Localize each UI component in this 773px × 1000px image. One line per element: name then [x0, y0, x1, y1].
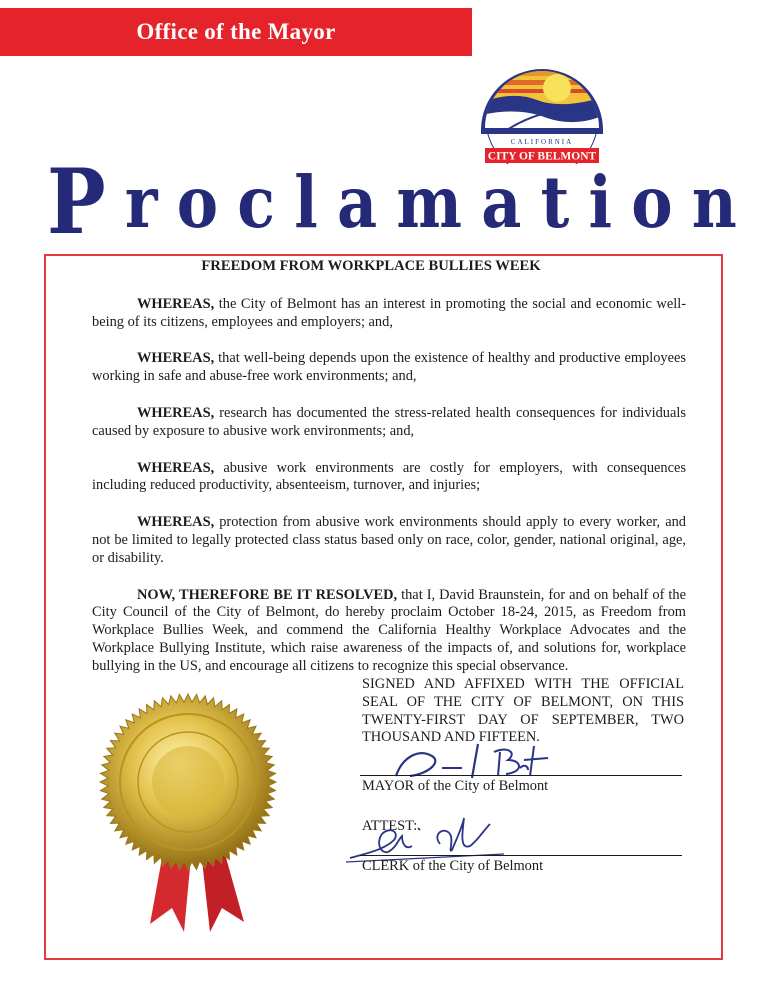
paragraph-text: the City of Belmont has an interest in promoting the social and economic well-being of its citizens, employees and employers; and, [92, 295, 686, 330]
title-letter: t [540, 160, 570, 245]
attest-label: ATTEST: [362, 818, 418, 834]
title-letter: m [396, 160, 463, 245]
clerk-signature-line [360, 855, 682, 856]
paragraph-text: that well-being depends upon the existence of healthy and productive employees working in safe and abuse-free work environments; and, [92, 350, 686, 385]
paragraph-lead: NOW, THEREFORE BE IT RESOLVED, [137, 586, 398, 603]
logo-state-text: CALIFORNIA [510, 138, 574, 146]
paragraph-text: that I, David Braunstein, for and on behalf of the City Council of the City of Belmont, do hereby proclaim October 18-24, 2015, as Freedom from Workplace Bullies Week, and commend the California Healthy Workplace Advocates and the Workplace Bullying Institute, which raise awareness of the impacts of, and solutions for, workplace bullying in the US, and encourage all citizens to recognize this special observance. [92, 586, 686, 674]
whereas-paragraph [92, 460, 686, 496]
paragraph-text: research has documented the stress-related health consequences for individuals caused by exposure to abusive work environments; and, [92, 404, 686, 439]
title-letter: a [481, 160, 522, 245]
title-letter: P [47, 150, 106, 255]
title-letter: o [176, 160, 219, 245]
mayor-signature-line [360, 775, 682, 776]
paragraph-text: abusive work environments are costly for employers, with consequences including reduced productivity, absenteeism, turnover, and injuries; [92, 459, 686, 494]
proclamation-body [92, 254, 686, 695]
title-letter: o [631, 160, 673, 245]
paragraph-text: protection from abusive work environments should apply to every worker, and not be limited to legally protected class status based only on race, color, gender, national original, age, or disability. [92, 514, 686, 566]
banner-title: Office of the Mayor [136, 19, 336, 44]
whereas-paragraph [92, 405, 686, 441]
office-banner [0, 8, 472, 56]
paragraph-lead: WHEREAS, [137, 404, 215, 421]
title-letter: n [691, 160, 737, 245]
mayor-label: MAYOR of the City of Belmont [362, 778, 549, 794]
resolved-paragraph [92, 587, 686, 676]
logo-city-text: CITY OF BELMONT [487, 150, 597, 163]
title-letter: a [337, 160, 378, 245]
title-letter: r [124, 160, 158, 245]
document-heading: FREEDOM FROM WORKPLACE BULLIES WEEK [201, 258, 541, 274]
title-letter: c [237, 160, 276, 245]
city-logo-icon [477, 60, 607, 164]
gold-seal-icon [88, 686, 288, 936]
title-letter: l [294, 160, 318, 245]
title-letter: i [588, 160, 613, 245]
whereas-paragraph [92, 350, 686, 386]
whereas-paragraph [92, 296, 686, 332]
paragraph-lead: WHEREAS, [137, 459, 215, 476]
paragraph-lead: WHEREAS, [137, 295, 215, 312]
paragraph-lead: WHEREAS, [137, 514, 215, 531]
whereas-paragraph [92, 514, 686, 567]
paragraph-lead: WHEREAS, [137, 350, 215, 367]
signed-affixed-text: SIGNED AND AFFIXED WITH THE OFFICIAL SEAL OF THE CITY OF BELMONT, ON THIS TWENTY-FIRST DAY OF SEPTEMBER, TWO THOUSAND AND FIFTEEN. [362, 676, 684, 746]
clerk-label: CLERK of the City of Belmont [362, 858, 544, 874]
